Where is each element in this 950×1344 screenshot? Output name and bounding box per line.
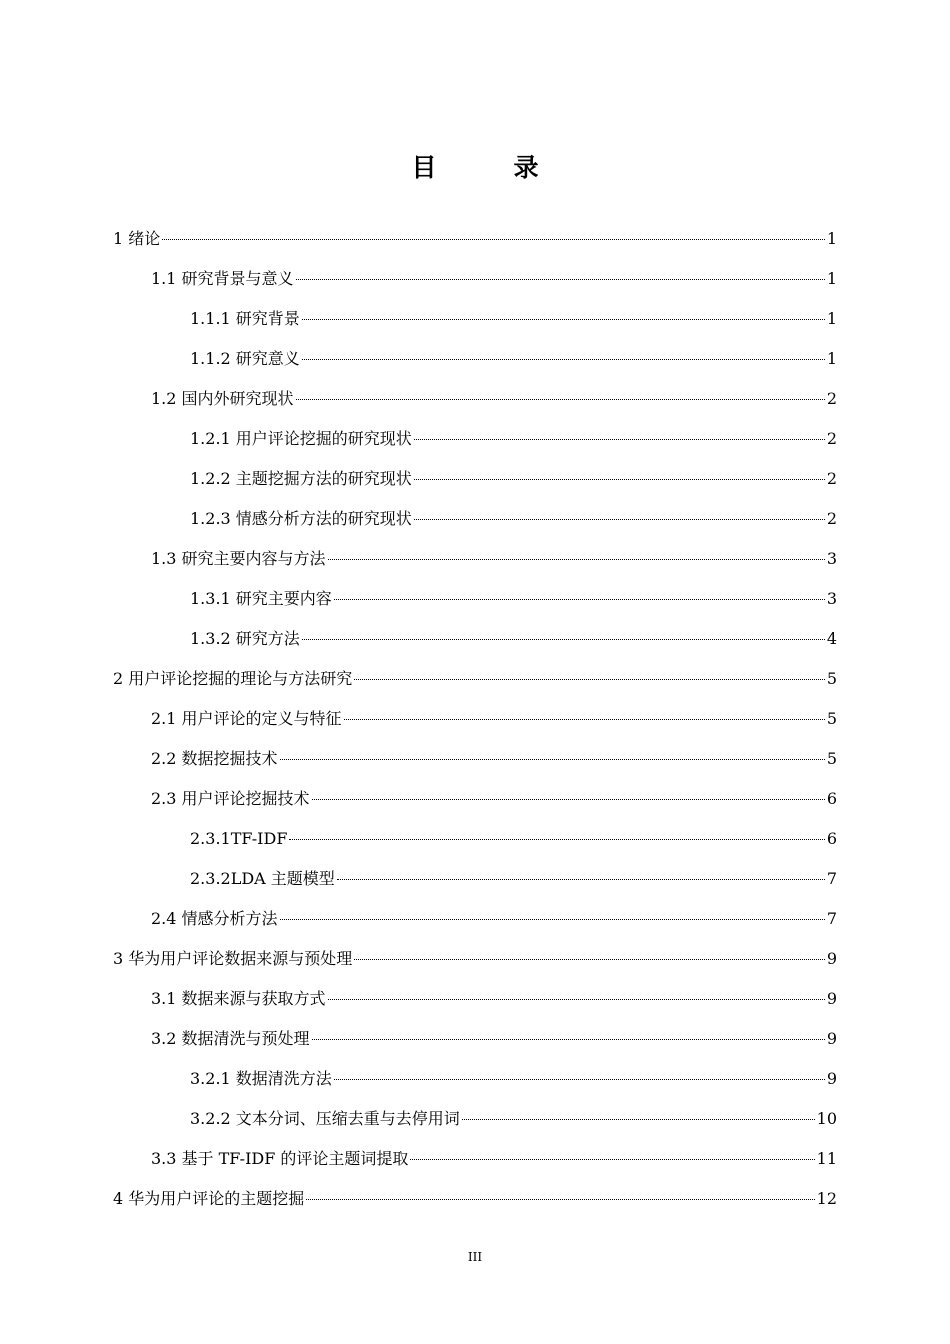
toc-entry-page: 3 xyxy=(826,549,837,568)
toc-entry[interactable] xyxy=(190,464,837,494)
toc-entry-label: 1.2 国内外研究现状 xyxy=(151,389,294,408)
toc-dot-leader xyxy=(289,839,824,840)
toc-dot-leader xyxy=(302,359,825,360)
toc-entry-page: 7 xyxy=(826,869,837,888)
toc-entry[interactable] xyxy=(190,624,837,654)
toc-entry-page: 9 xyxy=(826,989,837,1008)
toc-entry[interactable] xyxy=(190,304,837,334)
toc-entry[interactable] xyxy=(113,1184,837,1214)
toc-entry[interactable] xyxy=(190,1104,837,1134)
toc-entry-label: 2 用户评论挖掘的理论与方法研究 xyxy=(113,669,353,688)
toc-dot-leader xyxy=(312,1039,825,1040)
toc-entry[interactable] xyxy=(151,784,837,814)
toc-entry-label: 3.2.2 文本分词、压缩去重与去停用词 xyxy=(190,1109,460,1128)
toc-entry-page: 5 xyxy=(826,749,837,768)
toc-entry[interactable] xyxy=(151,264,837,294)
toc-entry-page: 5 xyxy=(826,709,837,728)
toc-entry-label: 1.1.2 研究意义 xyxy=(190,349,300,368)
toc-dot-leader xyxy=(414,519,825,520)
toc-dot-leader xyxy=(354,959,825,960)
toc-dot-leader xyxy=(302,319,825,320)
toc-dot-leader xyxy=(414,439,825,440)
toc-entry-label: 3.2.1 数据清洗方法 xyxy=(190,1069,332,1088)
toc-entry-page: 1 xyxy=(826,229,837,248)
toc-entry[interactable] xyxy=(151,384,837,414)
toc-dot-leader xyxy=(296,399,825,400)
toc-entry-page: 2 xyxy=(826,389,837,408)
toc-entry[interactable] xyxy=(151,1024,837,1054)
toc-entry-label: 3.2 数据清洗与预处理 xyxy=(151,1029,310,1048)
toc-entry-label: 1.1 研究背景与意义 xyxy=(151,269,294,288)
toc-dot-leader xyxy=(337,879,825,880)
toc-entry-page: 9 xyxy=(826,949,837,968)
toc-entry[interactable] xyxy=(190,1064,837,1094)
toc-entry-page: 6 xyxy=(826,829,837,848)
toc-entry-page: 1 xyxy=(826,349,837,368)
toc-entry-page: 6 xyxy=(826,789,837,808)
toc-entry-label: 1 绪论 xyxy=(113,229,161,248)
toc-entry[interactable] xyxy=(151,1144,837,1174)
page-title: 目 录 xyxy=(411,153,565,182)
toc-entry-label: 3.3 基于 TF-IDF 的评论主题词提取 xyxy=(151,1149,409,1168)
toc-entry-label: 2.3.1TF-IDF xyxy=(190,829,288,848)
toc-entry[interactable] xyxy=(190,344,837,374)
toc-entry-page: 1 xyxy=(826,269,837,288)
toc-entry[interactable] xyxy=(113,224,837,254)
toc-entry-label: 1.3.2 研究方法 xyxy=(190,629,300,648)
toc-entry-page: 2 xyxy=(826,429,837,448)
toc-entry-page: 9 xyxy=(826,1069,837,1088)
toc-entry[interactable] xyxy=(190,584,837,614)
toc-entry-label: 2.1 用户评论的定义与特征 xyxy=(151,709,342,728)
toc-dot-leader xyxy=(410,1159,814,1160)
toc-entry-page: 11 xyxy=(816,1149,837,1168)
toc-entry-page: 2 xyxy=(826,469,837,488)
toc-entry[interactable] xyxy=(151,984,837,1014)
toc-dot-leader xyxy=(312,799,825,800)
toc-entry-label: 2.3 用户评论挖掘技术 xyxy=(151,789,310,808)
toc-entry[interactable] xyxy=(190,824,837,854)
toc-dot-leader xyxy=(354,679,825,680)
toc-dot-leader xyxy=(462,1119,815,1120)
toc-entry-label: 1.3.1 研究主要内容 xyxy=(190,589,332,608)
toc-dot-leader xyxy=(302,639,825,640)
toc-dot-leader xyxy=(162,239,825,240)
toc-entry-label: 2.2 数据挖掘技术 xyxy=(151,749,278,768)
toc-entry-label: 2.3.2LDA 主题模型 xyxy=(190,869,335,888)
toc-entry-label: 1.2.1 用户评论挖掘的研究现状 xyxy=(190,429,412,448)
toc-entry-page: 10 xyxy=(816,1109,837,1128)
toc-entry-page: 7 xyxy=(826,909,837,928)
toc-entry-label: 3.1 数据来源与获取方式 xyxy=(151,989,326,1008)
toc-entry[interactable] xyxy=(151,744,837,774)
toc-entry-label: 1.2.3 情感分析方法的研究现状 xyxy=(190,509,412,528)
toc-entry-label: 1.2.2 主题挖掘方法的研究现状 xyxy=(190,469,412,488)
toc-entry-label: 3 华为用户评论数据来源与预处理 xyxy=(113,949,353,968)
toc-entry[interactable] xyxy=(190,424,837,454)
toc-entry-page: 9 xyxy=(826,1029,837,1048)
toc-entry[interactable] xyxy=(151,544,837,574)
toc-dot-leader xyxy=(280,919,825,920)
toc-entry-page: 2 xyxy=(826,509,837,528)
toc-entry-label: 4 华为用户评论的主题挖掘 xyxy=(113,1189,305,1208)
toc-entry-label: 1.3 研究主要内容与方法 xyxy=(151,549,326,568)
toc-entry[interactable] xyxy=(151,904,837,934)
toc-dot-leader xyxy=(280,759,825,760)
toc-entry-page: 12 xyxy=(816,1189,837,1208)
toc-dot-leader xyxy=(306,1199,814,1200)
toc-dot-leader xyxy=(296,279,825,280)
toc-dot-leader xyxy=(334,599,825,600)
toc-entry[interactable] xyxy=(113,664,837,694)
toc-entry-page: 5 xyxy=(826,669,837,688)
toc-dot-leader xyxy=(334,1079,825,1080)
toc-entry[interactable] xyxy=(151,704,837,734)
toc-dot-leader xyxy=(414,479,825,480)
toc-entry-page: 3 xyxy=(826,589,837,608)
toc-dot-leader xyxy=(328,999,825,1000)
page-number: III xyxy=(467,1250,483,1264)
toc-dot-leader xyxy=(344,719,825,720)
toc-entry[interactable] xyxy=(190,864,837,894)
toc-dot-leader xyxy=(328,559,825,560)
toc-entry-label: 2.4 情感分析方法 xyxy=(151,909,278,928)
toc-entry-page: 1 xyxy=(826,309,837,328)
toc-entry[interactable] xyxy=(190,504,837,534)
toc-entry-label: 1.1.1 研究背景 xyxy=(190,309,300,328)
toc-entry-page: 4 xyxy=(826,629,837,648)
toc-entry[interactable] xyxy=(113,944,837,974)
